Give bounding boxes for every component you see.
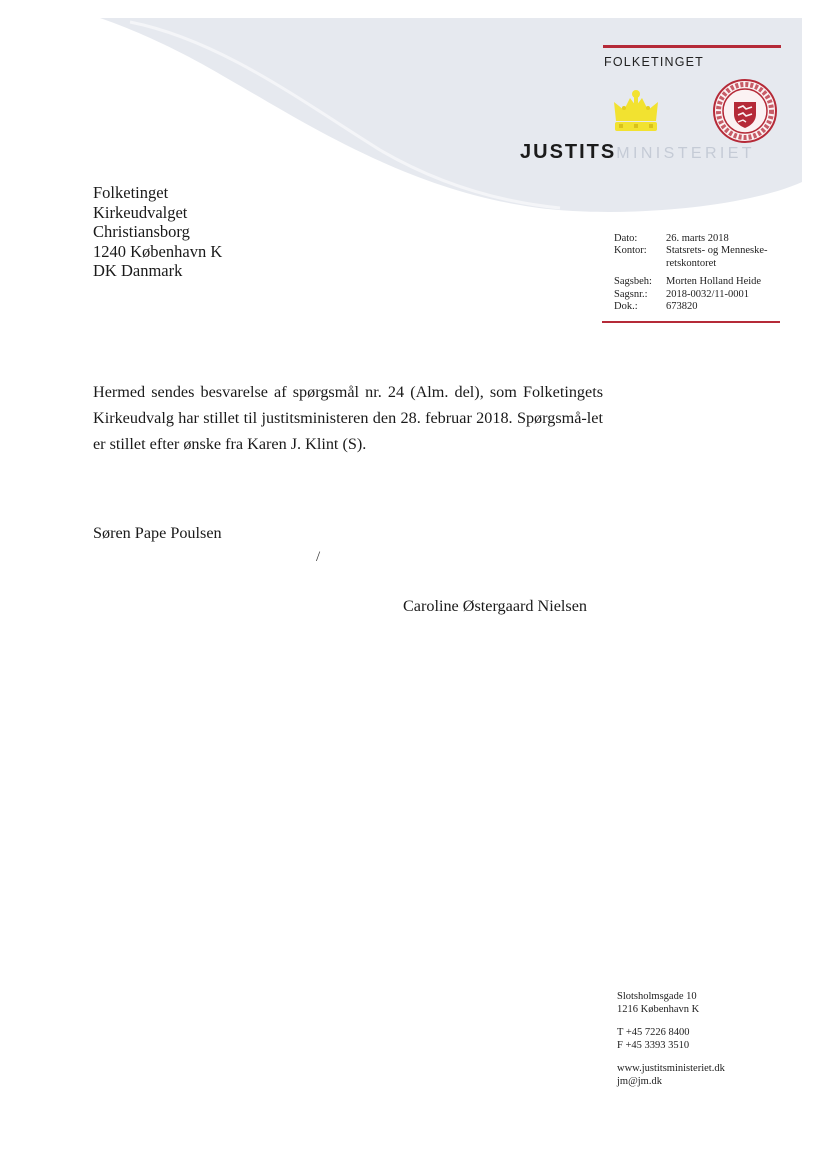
footer-website-link[interactable]: www.justitsministeriet.dk [617,1062,725,1074]
office-label: Kontor: [614,245,647,257]
document-label: Dok.: [614,301,638,313]
parliament-seal-icon [712,78,778,144]
crown-icon [610,88,662,134]
parliament-label: FOLKETINGET [604,55,705,69]
case-number-value: 2018-0032/11-0001 [666,288,750,300]
letter-body: Hermed sendes besvarelse af spørgsmål nr. 24 (Alm. del), som Folketingets Kirkeudvalg har stillet til justitsministeren den 28. februar 2018. Spørgsmå-let er stillet efter ønske fra Karen J. Klint (S). [93,383,603,453]
recipient-line: DK Danmark [93,261,183,281]
ministry-name-strong: JUSTITS [520,141,617,163]
recipient-line: 1240 København K [93,241,223,261]
ministry-name-light: MINISTERIET [616,145,755,162]
office-value-1: Statsrets- og Menneske- [666,245,768,257]
date-label: Dato: [614,233,638,244]
date-value: 26. marts 2018 [666,233,729,244]
footer-email-link[interactable]: jm@jm.dk [617,1076,662,1088]
case-number-label: Sagsnr.: [614,288,648,300]
footer-phone: T +45 7226 8400 [617,1026,690,1038]
handler-label: Sagsbeh: [614,276,652,288]
ministry-contact-footer [617,990,725,1088]
signature-separator: / [316,549,321,565]
recipient-address [93,183,222,281]
recipient-line: Christiansborg [93,222,190,242]
ministry-logo [520,141,755,164]
handler-value: Morten Holland Heide [666,276,762,288]
official-signature: Caroline Østergaard Nielsen [403,597,587,615]
document-value: 673820 [666,301,698,313]
metadata-rule [602,321,780,323]
minister-signature: Søren Pape Poulsen [93,524,222,542]
parliament-rule [603,45,781,48]
footer-fax: F +45 3393 3510 [617,1040,690,1052]
recipient-line: Kirkeudvalget [93,202,188,222]
footer-address-street: Slotsholmsgade 10 [617,991,697,1002]
case-metadata [614,233,778,313]
office-value-2: retskontoret [666,257,717,269]
recipient-line: Folketinget [93,183,169,202]
footer-address-city: 1216 København K [617,1004,700,1016]
